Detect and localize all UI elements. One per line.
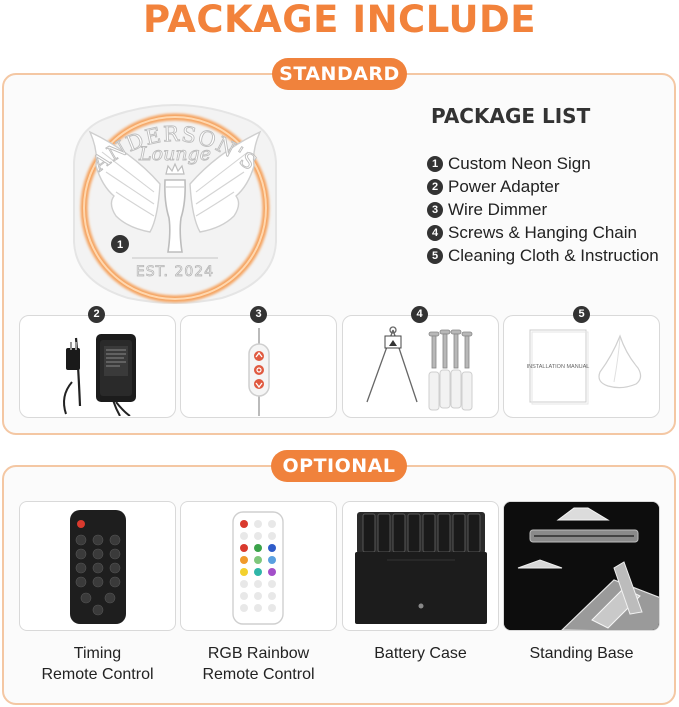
package-list-title: PACKAGE LIST [431,104,591,128]
sign-text-line2: Lounge [139,143,211,165]
cloth-manual-image [504,316,658,416]
item-badge: 4 [411,306,428,323]
number-icon: 5 [427,248,443,264]
number-icon: 2 [427,179,443,195]
battery-case-image [343,502,499,631]
timing-remote-box [19,501,176,631]
list-item [427,152,659,175]
sign-text-line1: ANDERSON'S [88,121,263,176]
item-badge: 5 [573,306,590,323]
item-badge: 2 [88,306,105,323]
timing-remote-label [19,643,176,685]
list-item-text: Custom Neon Sign [448,153,591,173]
label-line1: Battery Case [374,645,467,662]
rgb-remote-image [181,502,337,631]
list-item [427,198,659,221]
page-title: PACKAGE INCLUDE [142,0,537,41]
rgb-remote-label [180,643,337,685]
item-badge: 3 [250,306,267,323]
neon-sign-image [62,92,288,304]
list-item [427,221,659,244]
sign-text-line3: EST. 2024 [135,264,215,280]
list-item [427,175,659,198]
power-adapter-image [20,316,174,416]
battery-case-label [342,643,499,664]
label-line2: Remote Control [41,666,154,683]
label-line1: RGB Rainbow [207,645,310,662]
number-icon: 4 [427,225,443,241]
number-icon: 3 [427,202,443,218]
optional-badge: OPTIONAL [271,450,407,482]
list-item [427,244,659,267]
screws-chain-box [342,315,499,418]
sign-badge: 1 [116,239,124,251]
power-adapter-box [19,315,176,418]
list-item-text: Cleaning Cloth & Instruction [448,245,659,265]
standing-base-label [503,643,660,664]
rgb-remote-box [180,501,337,631]
list-item-text: Wire Dimmer [448,199,548,219]
battery-case-box [342,501,499,631]
package-list [427,152,659,267]
cloth-manual-box [503,315,660,418]
standard-badge: STANDARD [272,58,407,90]
wire-dimmer-image [181,316,335,416]
label-line1: Timing [73,645,122,662]
standing-base-box [503,501,660,631]
list-item-text: Screws & Hanging Chain [448,222,637,242]
number-icon: 1 [427,156,443,172]
label-line1: Standing Base [529,645,634,662]
label-line2: Remote Control [202,666,315,683]
screws-chain-image [343,316,497,416]
manual-text: INSTALLATION MANUAL [526,364,590,370]
timing-remote-image [20,502,176,631]
list-item-text: Power Adapter [448,176,560,196]
wire-dimmer-box [180,315,337,418]
standing-base-image [504,502,660,631]
